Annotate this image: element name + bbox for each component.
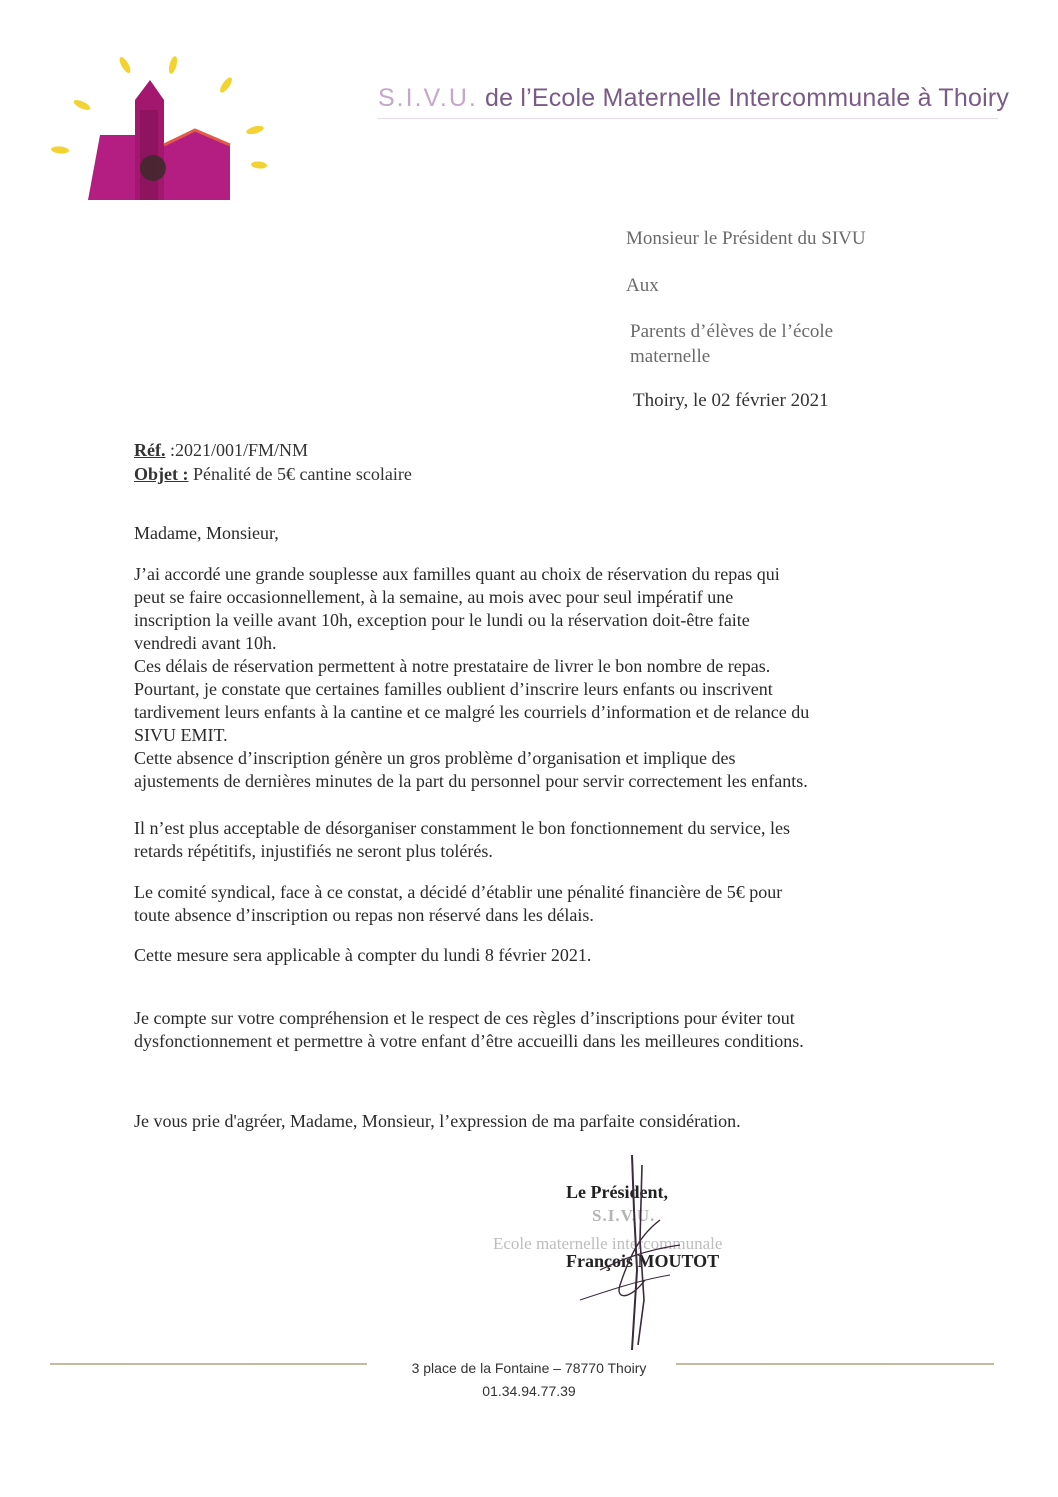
stamp-acronym: S.I.V.U. [592,1206,656,1225]
church-icon [88,80,230,200]
body-line: vendredi avant 10h. [134,633,277,653]
organization-title [378,84,1009,113]
ref-value: :2021/001/FM/NM [165,440,309,460]
footer-phone: 01.34.94.77.39 [482,1383,576,1399]
body-line: Cette absence d’inscription génère un gros problème d’organisation et implique des [134,748,736,768]
body-line: retards répétitifs, injustifiés ne seront plus tolérés. [134,841,493,861]
body-line: peut se faire occasionnellement, à la semaine, au mois avec pour seul impératif une [134,587,734,607]
signatory-name: François MOUTOT [566,1251,720,1271]
paragraph-unacceptable [134,817,904,863]
body-line: Le comité syndical, face à ce constat, a décidé d’établir une pénalité financière de 5€ pour [134,882,783,902]
body-line: tardivement leurs enfants à la cantine et ce malgré les courriels d’information et de relance du [134,702,810,722]
footer-address: 3 place de la Fontaine – 78770 Thoiry [411,1360,647,1376]
handwritten-signature [520,1150,740,1360]
body-line: dysfonctionnement et permettre à votre enfant d’être accueilli dans les meilleures conditions. [134,1031,804,1051]
stamp-school: Ecole maternelle intercommunale [493,1234,723,1253]
recipient-prefix: Aux [626,275,659,296]
body-line: Pourtant, je constate que certaines familles oublient d’inscrire leurs enfants ou inscrivent [134,679,773,699]
body-line: SIVU EMIT. [134,725,228,745]
paragraph-reservation [134,563,904,793]
body-line: inscription la veille avant 10h, exception pour le lundi ou la réservation doit-être faite [134,610,750,630]
body-line: J’ai accordé une grande souplesse aux familles quant au choix de réservation du repas qui [134,564,780,584]
objet-label: Objet : [134,464,189,484]
paragraph-penalty [134,881,904,927]
sender-line: Monsieur le Président du SIVU [626,228,866,249]
closing-formula: Je vous prie d'agréer, Madame, Monsieur, l’expression de ma parfaite considération. [134,1111,741,1131]
body-line: Il n’est plus acceptable de désorganiser constamment le bon fonctionnement du service, les [134,818,790,838]
body-line: Ces délais de réservation permettent à notre prestataire de livrer le bon nombre de repas. [134,656,771,676]
body-line: Je compte sur votre compréhension et le respect de ces règles d’inscriptions pour éviter tout [134,1008,795,1028]
recipient-line: Parents d’élèves de l’école maternelle [630,321,834,367]
organization-acronym: S.I.V.U. [378,84,478,112]
reference-block [134,438,412,486]
signatory-title: Le Président, [566,1182,668,1202]
objet-value: Pénalité de 5€ cantine scolaire [188,464,412,484]
letter-date: Thoiry, le 02 février 2021 [633,390,829,411]
ref-label: Réf. [134,440,166,460]
organization-name: de l’Ecole Maternelle Intercommunale à Thoiry [485,84,1010,112]
body-line: toute absence d’inscription ou repas non réservé dans les délais. [134,905,594,925]
header-rule [378,118,998,119]
sivu-logo [40,50,270,220]
paragraph-effective-date: Cette mesure sera applicable à compter du lundi 8 février 2021. [134,945,592,965]
paragraph-understanding [134,1007,904,1053]
body-line: ajustements de dernières minutes de la part du personnel pour servir correctement les enfants. [134,771,808,791]
salutation: Madame, Monsieur, [134,523,279,543]
